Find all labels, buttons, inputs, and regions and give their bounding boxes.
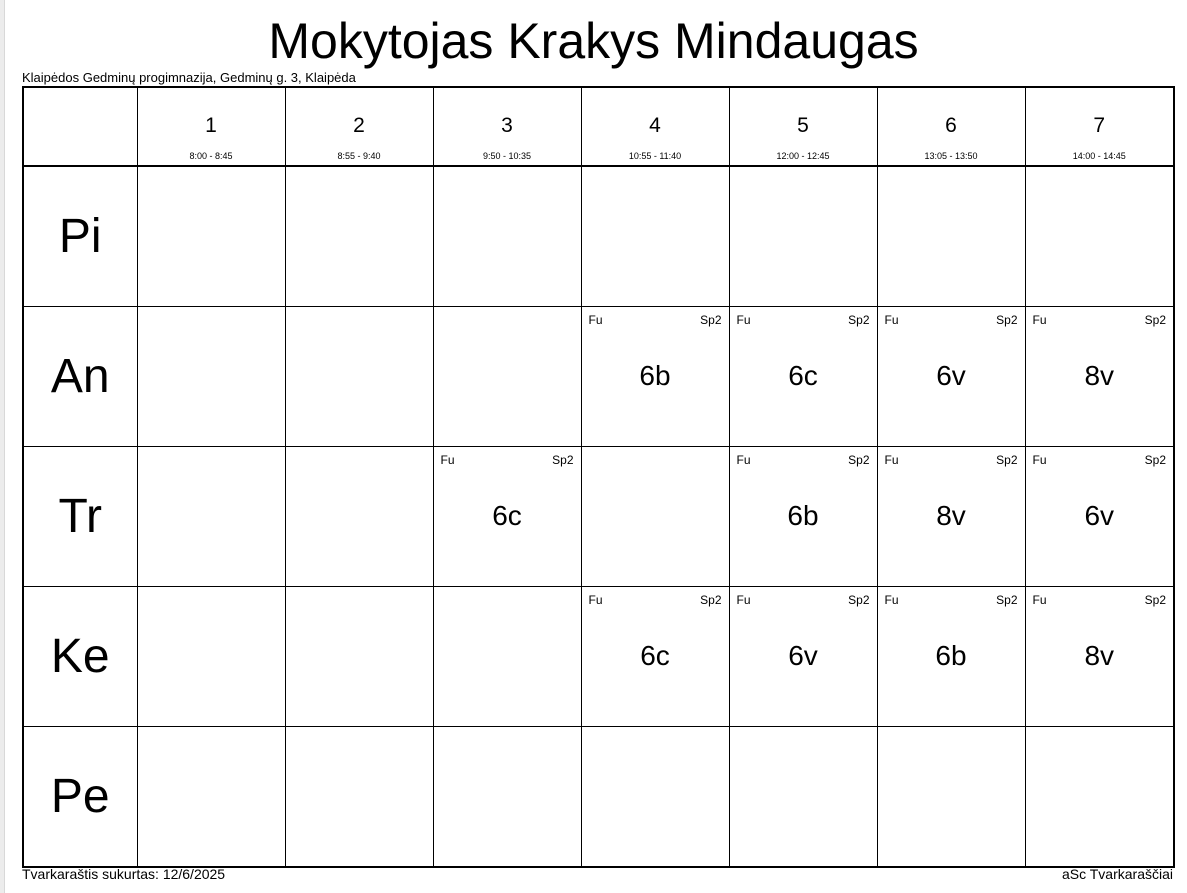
lesson-cell <box>581 307 729 447</box>
lesson-cell <box>877 447 1025 587</box>
lesson-room: Sp2 <box>1144 593 1166 607</box>
corner-cell <box>23 87 137 166</box>
empty-cell <box>285 307 433 447</box>
lesson-subject: Fu <box>736 593 751 607</box>
period-time: 9:50 - 10:35 <box>482 151 532 161</box>
school-address: Klaipėdos Gedminų progimnazija, Gedminų g. 3, Klaipėda <box>22 70 356 85</box>
lesson-subject: Fu <box>736 453 751 467</box>
lesson-subject: Fu <box>588 313 603 327</box>
lesson-subject: Fu <box>884 313 899 327</box>
lesson-class: 6v <box>936 360 966 391</box>
app-brand: aSc Tvarkaraščiai <box>1061 866 1173 882</box>
day-label: Ke <box>23 587 137 727</box>
period-header <box>1025 87 1174 166</box>
lesson-room: Sp2 <box>996 593 1018 607</box>
empty-cell <box>285 587 433 727</box>
lesson-room: Sp2 <box>996 453 1018 467</box>
lesson-subject: Fu <box>440 453 455 467</box>
lesson-room: Sp2 <box>848 453 870 467</box>
day-row <box>23 447 1174 587</box>
period-time: 12:00 - 12:45 <box>776 151 830 161</box>
empty-cell <box>877 166 1025 307</box>
lesson-class: 6c <box>788 360 818 391</box>
lesson-cell <box>877 587 1025 727</box>
day-label: Tr <box>23 447 137 587</box>
day-label: Pi <box>23 166 137 307</box>
lesson-subject: Fu <box>588 593 603 607</box>
lesson-class: 8v <box>1084 360 1115 391</box>
empty-cell <box>137 307 285 447</box>
period-time: 8:55 - 9:40 <box>337 151 381 161</box>
lesson-room: Sp2 <box>1144 313 1166 327</box>
lesson-class: 6b <box>787 500 819 531</box>
lesson-subject: Fu <box>884 453 899 467</box>
lesson-subject: Fu <box>1032 313 1047 327</box>
lesson-cell <box>729 447 877 587</box>
page-edge <box>0 0 5 893</box>
day-row <box>23 587 1174 727</box>
lesson-subject: Fu <box>1032 593 1047 607</box>
lesson-room: Sp2 <box>848 593 870 607</box>
empty-cell <box>137 727 285 868</box>
period-number: 4 <box>649 114 661 137</box>
period-time: 13:05 - 13:50 <box>924 151 978 161</box>
lesson-class: 6c <box>492 500 522 531</box>
period-number: 3 <box>501 114 513 137</box>
empty-cell <box>433 307 581 447</box>
empty-cell <box>729 166 877 307</box>
lesson-room: Sp2 <box>996 313 1018 327</box>
lesson-class: 8v <box>936 500 966 531</box>
day-row <box>23 307 1174 447</box>
empty-cell <box>581 727 729 868</box>
period-time: 8:00 - 8:45 <box>189 151 233 161</box>
lesson-cell <box>1025 307 1174 447</box>
period-header <box>877 87 1025 166</box>
lesson-class: 6b <box>639 360 671 391</box>
day-label: Pe <box>23 727 137 868</box>
day-row <box>23 166 1174 307</box>
period-time: 10:55 - 11:40 <box>628 151 682 161</box>
lesson-class: 6b <box>935 640 967 671</box>
lesson-room: Sp2 <box>1144 453 1166 467</box>
lesson-class: 8v <box>1084 640 1115 671</box>
lesson-class: 6v <box>788 640 818 671</box>
lesson-class: 6v <box>1084 500 1115 531</box>
created-date: Tvarkaraštis sukurtas: 12/6/2025 <box>22 866 226 882</box>
empty-cell <box>581 166 729 307</box>
empty-cell <box>433 587 581 727</box>
page-title: Mokytojas Krakys Mindaugas <box>268 13 919 69</box>
period-header-row <box>23 87 1174 166</box>
lesson-cell <box>729 307 877 447</box>
empty-cell <box>137 166 285 307</box>
timetable <box>22 86 1175 868</box>
lesson-class: 6c <box>640 640 670 671</box>
lesson-cell <box>433 447 581 587</box>
empty-cell <box>1025 727 1174 868</box>
empty-cell <box>729 727 877 868</box>
empty-cell <box>1025 166 1174 307</box>
lesson-cell <box>729 587 877 727</box>
period-header <box>729 87 877 166</box>
empty-cell <box>433 166 581 307</box>
day-label: An <box>23 307 137 447</box>
empty-cell <box>285 447 433 587</box>
empty-cell <box>581 447 729 587</box>
empty-cell <box>877 727 1025 868</box>
period-number: 7 <box>1093 114 1106 137</box>
lesson-room: Sp2 <box>700 593 722 607</box>
empty-cell <box>433 727 581 868</box>
lesson-subject: Fu <box>1032 453 1047 467</box>
lesson-cell <box>1025 587 1174 727</box>
lesson-room: Sp2 <box>700 313 722 327</box>
lesson-cell <box>581 587 729 727</box>
lesson-cell <box>1025 447 1174 587</box>
period-time: 14:00 - 14:45 <box>1072 151 1126 161</box>
lesson-room: Sp2 <box>552 453 574 467</box>
day-row <box>23 727 1174 868</box>
period-header <box>581 87 729 166</box>
empty-cell <box>137 447 285 587</box>
empty-cell <box>285 727 433 868</box>
period-header <box>137 87 285 166</box>
period-header <box>285 87 433 166</box>
empty-cell <box>285 166 433 307</box>
period-number: 6 <box>945 114 957 137</box>
lesson-cell <box>877 307 1025 447</box>
period-number: 1 <box>205 114 217 137</box>
lesson-subject: Fu <box>884 593 899 607</box>
lesson-subject: Fu <box>736 313 751 327</box>
empty-cell <box>137 587 285 727</box>
period-number: 5 <box>797 114 809 137</box>
lesson-room: Sp2 <box>848 313 870 327</box>
period-number: 2 <box>353 114 365 137</box>
period-header <box>433 87 581 166</box>
